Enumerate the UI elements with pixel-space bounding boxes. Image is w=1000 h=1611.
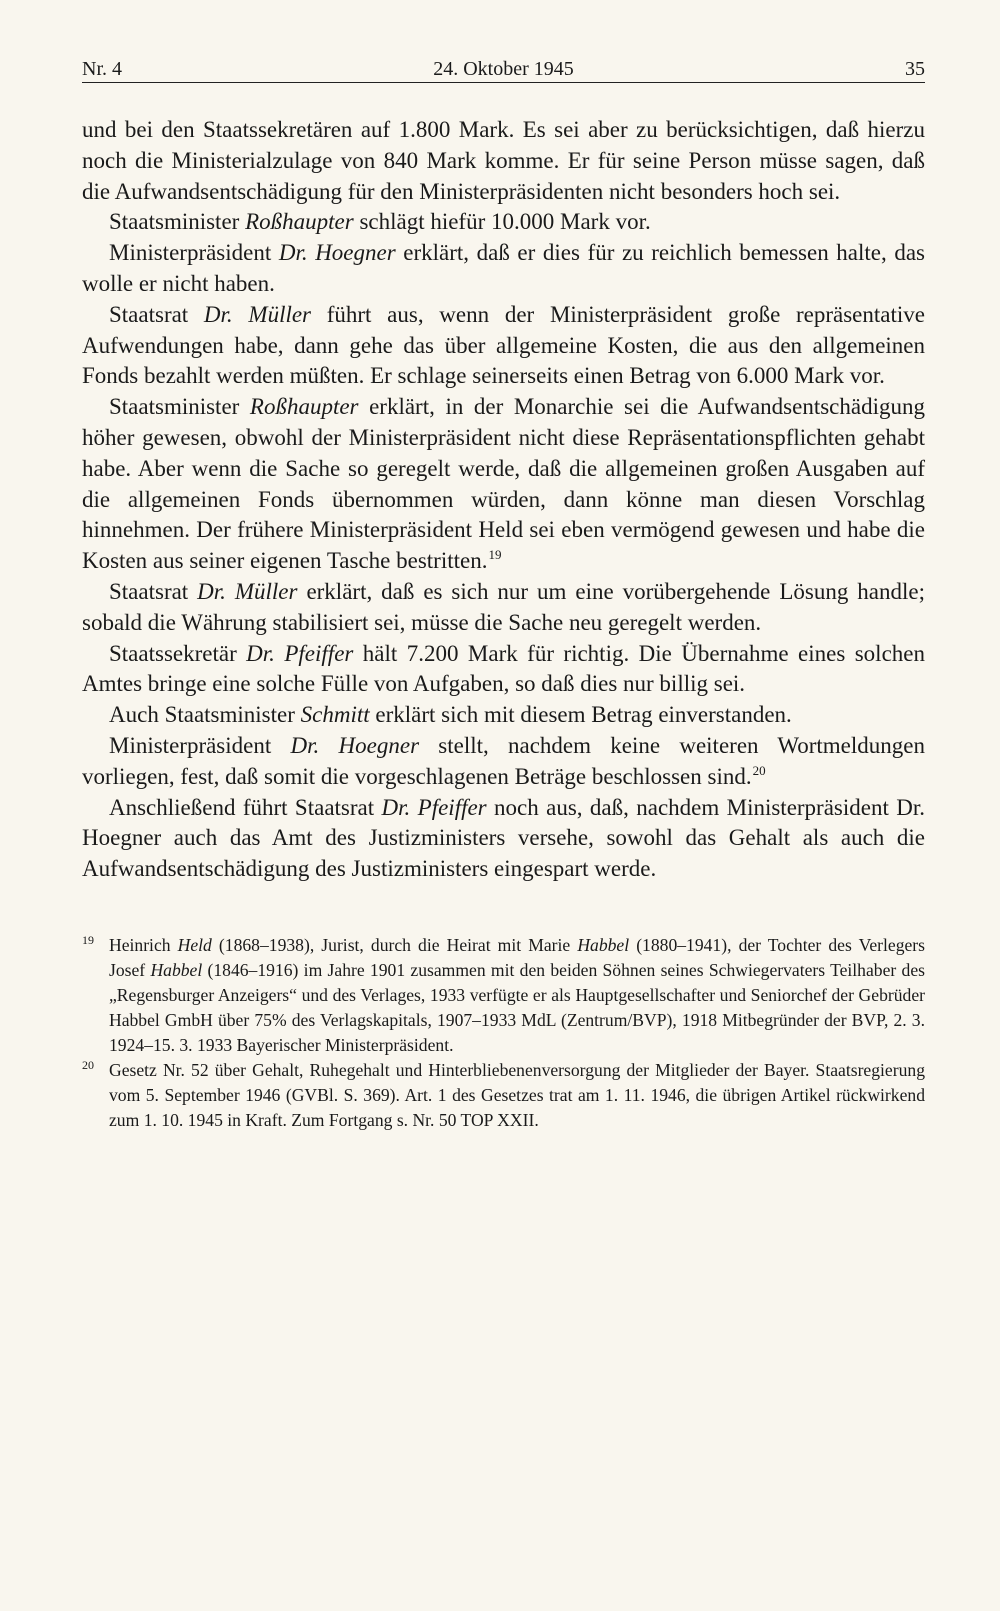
- paragraph: Auch Staatsminister Schmitt erklärt sich mit diesem Betrag einverstanden.: [109, 702, 792, 728]
- footnote-19: 19 Heinrich Held (1868–1938), Jurist, durch die Heirat mit Marie Habbel (1880–1941), der Tochter des Verlegers Josef Habbel (1846–1916) im Jahre 1901 zusammen mit den beiden Söhnen seines Schwiegervaters Teilhaber des „Regensburger Anzeigers“ und des Verlages, 1933 verfügte er als Hauptgesellschafter und Seniorchef der Gebrüder Habbel GmbH über 75% des Verlagskapitals, 1907–1933 MdL (Zentrum/BVP), 1918 Mitbegründer der BVP, 2. 3. 1924–15. 3. 1933 Bayerischer Ministerpräsident.: [82, 933, 925, 1058]
- issue-number: Nr. 4: [82, 58, 122, 80]
- footnote-reference[interactable]: 19: [488, 547, 502, 563]
- paragraph: Anschließend führt Staatsrat Dr. Pfeiffer noch aus, daß, nachdem Ministerpräsident Dr. Hoegner auch das Amt des Justizministers versehe, sowohl das Gehalt als auch die Aufwandsentschädigung des Justizministers eingespart werde.: [82, 794, 925, 882]
- paragraph: Staatsminister Roßhaupter erklärt, in der Monarchie sei die Aufwandsentschädigung höher gewesen, obwohl der Ministerpräsident nicht diese Repräsentationspflichten gehabt habe. Aber wenn die Sache so geregelt werde, daß die allgemeinen großen Ausgaben auf die allgemeinen Fonds übernommen würden, dann könne man diesen Vorschlag hinnehmen. Der frühere Ministerpräsident Held sei eben vermögend gewesen und habe die Kosten aus seiner eigenen Tasche bestritten.$^{19}$: [82, 394, 925, 574]
- speaker-name: Dr. Müller: [203, 301, 312, 327]
- speaker-name: Roßhaupter: [245, 209, 354, 235]
- footnotes: [82, 933, 925, 1133]
- footnote-number: 20: [82, 1058, 94, 1073]
- speaker-name: Dr. Müller: [197, 578, 298, 604]
- protocol-body: [82, 115, 925, 885]
- paragraph: Staatsrat Dr. Müller führt aus, wenn der Ministerpräsident große repräsentative Aufwendungen habe, dann gehe das über allgemeine Kosten, die aus den allgemeinen Fonds bezahlt werden müßten. Er schlage seinerseits einen Betrag von 6.000 Mark vor.: [82, 301, 925, 389]
- paragraph: Ministerpräsident Dr. Hoegner erklärt, daß er dies für zu reichlich bemessen halte, das wolle er nicht haben.: [82, 240, 925, 296]
- paragraph: Staatssekretär Dr. Pfeiffer hält 7.200 Mark für richtig. Die Übernahme eines solchen Amtes bringe eine solche Fülle von Aufgaben, so daß dies nur billig sei.: [82, 640, 925, 697]
- paragraph: und bei den Staatssekretären auf 1.800 Mark. Es sei aber zu berücksichtigen, daß hierzu noch die Ministerialzulage von 840 Mark komme. Er für seine Person müsse sagen, daß die Aufwandsentschädigung für den Ministerpräsidenten nicht besonders hoch sei.: [82, 117, 925, 204]
- person-name: Habbel: [577, 934, 630, 955]
- speaker-name: Roßhaupter: [249, 394, 359, 420]
- paragraph: Staatsrat Dr. Müller erklärt, daß es sich nur um eine vorübergehende Lösung handle; sobald die Währung stabilisiert sei, müsse die Sache neu geregelt werden.: [82, 578, 925, 635]
- speaker-name: Dr. Hoegner: [278, 240, 396, 266]
- paragraph: Ministerpräsident Dr. Hoegner stellt, nachdem keine weiteren Wortmeldungen vorliegen, fest, daß somit die vorgeschlagenen Beträge beschlossen sind.$^{20}$: [82, 732, 925, 789]
- speaker-name: Dr. Hoegner: [290, 732, 420, 758]
- footnote-number: 19: [82, 932, 94, 947]
- running-head: [82, 50, 925, 83]
- footnote-reference[interactable]: 20: [752, 762, 766, 778]
- person-name: Held: [177, 934, 212, 955]
- speaker-name: Dr. Pfeiffer: [246, 640, 354, 666]
- speaker-name: Dr. Pfeiffer: [381, 794, 487, 820]
- speaker-name: Schmitt: [300, 702, 370, 728]
- footnote-20: 20 Gesetz Nr. 52 über Gehalt, Ruhegehalt und Hinterbliebenenversorgung der Mitglieder der Bayer. Staatsregierung vom 5. September 1946 (GVBl. S. 369). Art. 1 des Gesetzes trat am 1. 11. 1946, die übrigen Artikel rückwirkend zum 1. 10. 1945 in Kraft. Zum Fortgang s. Nr. 50 TOP XXII.: [82, 1058, 925, 1133]
- person-name: Habbel: [150, 959, 203, 980]
- paragraph: Staatsminister Roßhaupter schlägt hiefür 10.000 Mark vor.: [109, 209, 651, 235]
- page-number: 35: [905, 58, 925, 80]
- document-page: [82, 50, 925, 1134]
- issue-date: 24. Oktober 1945: [433, 58, 574, 80]
